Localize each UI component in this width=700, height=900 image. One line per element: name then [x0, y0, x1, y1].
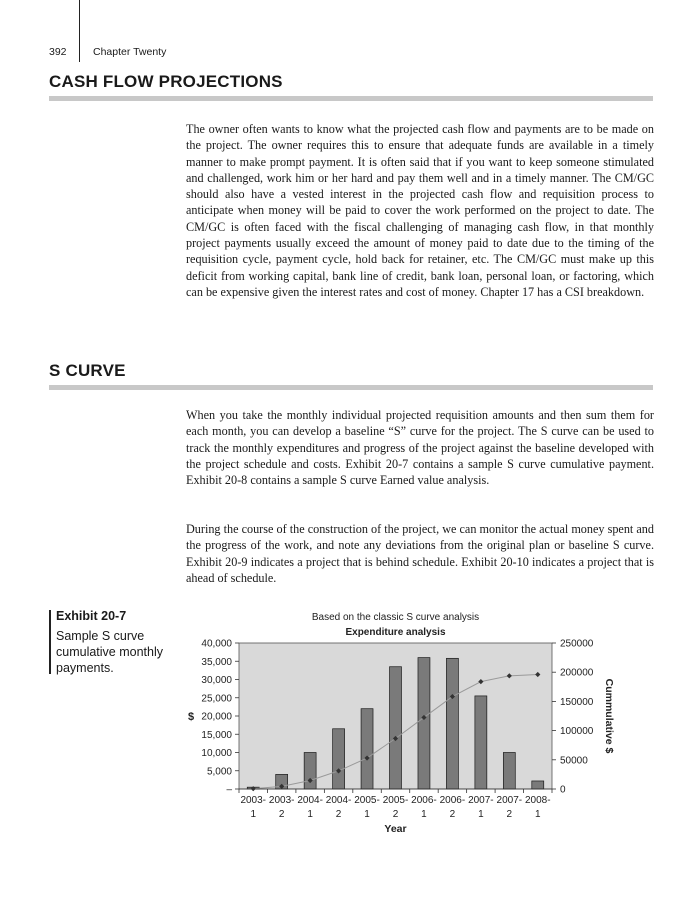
y-tick-label: 15,000: [201, 729, 232, 741]
exhibit-title: Exhibit 20-7: [56, 609, 127, 623]
paragraph-s-curve-1: When you take the monthly individual projected requisition amounts and then sum them for each month, you can develop a baseline “S” curve for the project. The S curve can be used to track the monthly expenditures and progress of the project against the baseline developed with the project schedule and costs. Exhibit 20-7 contains a sample S curve cumulative payment. Exhibit 20-8 contains a sample S curve Earned value analysis.: [186, 408, 654, 488]
chapter-title: Chapter Twenty: [93, 46, 167, 58]
x-tick-label-year: 2006-: [411, 795, 437, 806]
y2-tick-label: 100000: [560, 726, 594, 738]
x-tick-label-year: 2004-: [325, 795, 352, 806]
y2-tick-label: 0: [560, 784, 566, 796]
x-tick-label-year: 2005-: [354, 795, 380, 806]
exhibit-rule: [49, 610, 51, 674]
section-divider: [49, 385, 653, 390]
y-tick-label: 30,000: [201, 675, 232, 686]
y2-tick-label: 50000: [560, 755, 588, 767]
x-tick-label-year: 2005-: [382, 795, 409, 806]
section-title-s-curve: S CURVE: [49, 361, 126, 380]
page-number: 392: [49, 46, 67, 58]
x-tick-label-year: 2003-: [268, 795, 295, 806]
y-tick-label: 25,000: [201, 693, 232, 705]
bar: [361, 709, 373, 789]
x-tick-label-half: 2: [449, 809, 456, 820]
x-tick-label-year: 2008-: [524, 795, 551, 806]
bar: [390, 667, 402, 789]
y2-axis-label: Cummulative $: [603, 678, 615, 754]
y-tick-label: –: [226, 784, 232, 796]
y-tick-label: 35,000: [201, 656, 232, 668]
bar: [333, 729, 345, 789]
header-rule: [79, 0, 80, 62]
x-tick-label-year: 2004-: [297, 795, 323, 806]
section-divider: [49, 96, 653, 101]
x-tick-label-year: 2007-: [496, 795, 523, 806]
x-tick-label-half: 2: [335, 809, 342, 820]
y-tick-label: 10,000: [201, 748, 232, 759]
y2-tick-label: 250000: [560, 638, 594, 650]
y2-tick-label: 150000: [560, 696, 594, 708]
x-tick-label-half: 2: [392, 809, 399, 820]
y-tick-label: 40,000: [201, 638, 232, 650]
x-tick-label-year: 2003-: [240, 795, 267, 806]
x-tick-label-half: 1: [534, 809, 541, 820]
x-axis-label: Year: [384, 823, 407, 835]
bar: [304, 753, 316, 790]
x-tick-label-half: 1: [364, 809, 370, 820]
bar: [532, 781, 544, 789]
paragraph-s-curve-2: During the course of the construction of the project, we can monitor the actual money spent and the progress of the work, and note any deviations from the original plan or baseline S curve. Exhibit 20-9 indicates a project that is behind schedule. Exhibit 20-10 indicates a project that is ahead of schedule.: [186, 522, 654, 585]
y-tick-label: 5,000: [206, 766, 232, 778]
paragraph-cash-flow: The owner often wants to know what the projected cash flow and payments are to be made on the project. The owner requires this to ensure that adequate funds are available in a timely manner to make prompt payment. It is often said that if you want to keep someone stimulated and challenged, work him or her hard and pay them well and in a timely manner. The CM/GC should also have a vested interest in the projected cash flow and requisition process to anticipate when money will be paid to cover the work performed on the project to date. The CM/GC is often faced with the fiscal challenging of managing cash flow, in that monthly project payments usually exceed the amount of money paid to date due to the timing of the requisition cycle, payment cycle, hold back for retainer, etc. The CM/GC must make up this deficit from working capital, bank line of credit, bank loan, personal loan, or factoring, which can be expensive given the interest rates and cost of money. Chapter 17 has a CSI breakdown.: [186, 122, 654, 299]
x-tick-label-year: 2007-: [468, 795, 494, 806]
x-tick-label-half: 1: [421, 809, 427, 820]
x-tick-label-half: 2: [506, 809, 513, 820]
x-tick-label-half: 1: [307, 809, 313, 820]
y-axis-label: $: [187, 711, 195, 723]
x-tick-label-half: 1: [250, 809, 257, 820]
bar: [418, 658, 430, 789]
expenditure-chart: [180, 605, 620, 840]
x-tick-label-half: 1: [478, 809, 484, 820]
x-tick-label-half: 2: [278, 809, 285, 820]
section-title-cash-flow: CASH FLOW PROJECTIONS: [49, 72, 283, 91]
exhibit-caption: Sample S curve cumulative monthly payments.: [56, 629, 163, 675]
chart-subtitle: Expenditure analysis: [345, 627, 446, 638]
y2-tick-label: 200000: [560, 667, 594, 679]
bar: [446, 658, 458, 789]
bar: [503, 753, 515, 790]
chart-title: Based on the classic S curve analysis: [311, 612, 480, 623]
x-tick-label-year: 2006-: [439, 795, 466, 806]
y-tick-label: 20,000: [201, 711, 232, 723]
bar: [475, 696, 487, 789]
